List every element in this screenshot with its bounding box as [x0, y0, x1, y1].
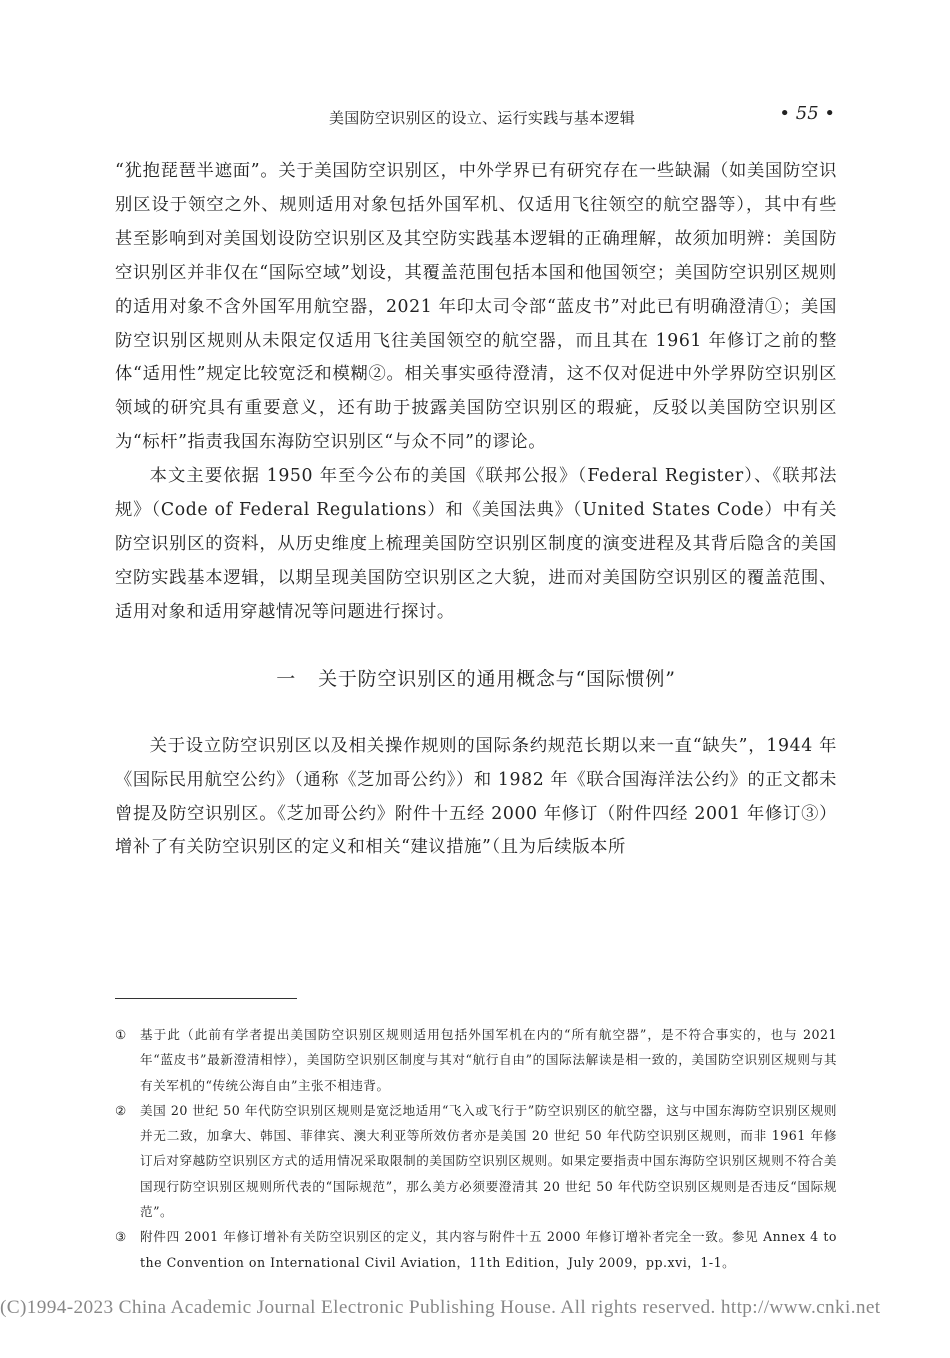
footnote-marker: ③ — [115, 1229, 127, 1245]
footnote-3 — [115, 1224, 837, 1275]
paragraph-3: 关于设立防空识别区以及相关操作规则的国际条约规范长期以来一直“缺失”，1944 年《国际民用航空公约》（通称《芝加哥公约》）和 1982 年《联合国海洋法公约》的正文都未曾提及防空识别区。《芝加哥公约》附件十五经 2000 年修订（附件四经 2001 年修订③）增补了有关防空识别区的定义和相关“建议措施”（且为后续版本所 — [115, 735, 837, 858]
copyright-watermark: (C)1994-2023 China Academic Journal Electronic Publishing House. All rights reserved. http://www.cnki.net — [0, 1297, 881, 1318]
section-heading — [115, 664, 837, 694]
section-number: 一 — [276, 667, 297, 690]
footnote-marker: ① — [115, 1027, 127, 1042]
footnote-text: 美国 20 世纪 50 年代防空识别区规则是宽泛地适用“飞入或飞行于”防空识别区的航空器，这与中国东海防空识别区规则并无二致，加拿大、韩国、菲律宾、澳大利亚等所效仿者亦是美国 20 世纪 50 年代防空识别区规则，而非 1961 年修订后对穿越防空识别区方式的适用情况采取限制的美国防空识别区规则。如果定要指责中国东海防空识别区规则不符合美国现行防空识别区规则所代表的“国际规范”，那么美方必须要澄清其 20 世纪 50 年代防空识别区规则是否违反“国际规范”。 — [140, 1102, 837, 1220]
running-header — [115, 103, 835, 133]
section-title: 关于防空识别区的通用概念与“国际惯例” — [318, 667, 676, 690]
footnote-text: 基于此（此前有学者提出美国防空识别区规则适用包括外国军机在内的“所有航空器”，是不符合事实的，也与 2021 年“蓝皮书”最新澄清相悖），美国防空识别区制度与其对“航行自由”的国际法解读是相一致的，美国防空识别区规则与其有关军机的“传统公海自由”主张不相违背。 — [140, 1027, 837, 1093]
footnote-1 — [115, 1022, 837, 1098]
running-title: 美国防空识别区的设立、运行实践与基本逻辑 — [329, 109, 636, 127]
footnotes — [115, 1022, 837, 1275]
paragraph-2: 本文主要依据 1950 年至今公布的美国《联邦公报》（Federal Register）、《联邦法规》（Code of Federal Regulations）和《美国法典》（United States Code）中有关防空识别区的资料，从历史维度上梳理美国防空识别区制度的演变进程及其背后隐含的美国空防实践基本逻辑，以期呈现美国防空识别区之大貌，进而对美国防空识别区的覆盖范围、适用对象和适用穿越情况等问题进行探讨。 — [115, 466, 837, 622]
footnote-marker: ② — [115, 1102, 127, 1118]
page-number: • 55 • — [779, 103, 835, 124]
paragraph-1: “犹抱琵琶半遮面”。关于美国防空识别区，中外学界已有研究存在一些缺漏（如美国防空识别区设于领空之外、规则适用对象包括外国军机、仅适用飞往领空的航空器等），其中有些甚至影响到对美国划设防空识别区及其空防实践基本逻辑的正确理解，故须加明辨：美国防空识别区并非仅在“国际空域”划设，其覆盖范围包括本国和他国领空；美国防空识别区规则的适用对象不含外国军用航空器，2021 年印太司令部“蓝皮书”对此已有明确澄清①；美国防空识别区规则从未限定仅适用飞往美国领空的航空器，而且其在 1961 年修订之前的整体“适用性”规定比较宽泛和模糊②。相关事实亟待澄清，这不仅对促进中外学界防空识别区领域的研究具有重要意义，还有助于披露美国防空识别区的瑕疵，反驳以美国防空识别区为“标杆”指责我国东海防空识别区“与众不同”的谬论。 — [115, 161, 837, 453]
footnote-divider — [115, 998, 297, 999]
footnote-text: 附件四 2001 年修订增补有关防空识别区的定义，其内容与附件十五 2000 年修订增补者完全一致。参见 Annex 4 to the Convention on International Civil Aviation，11th Edition，July 2009，pp.xvi，1-1。 — [140, 1229, 837, 1270]
footnote-2 — [115, 1098, 837, 1224]
article-body — [115, 155, 837, 865]
